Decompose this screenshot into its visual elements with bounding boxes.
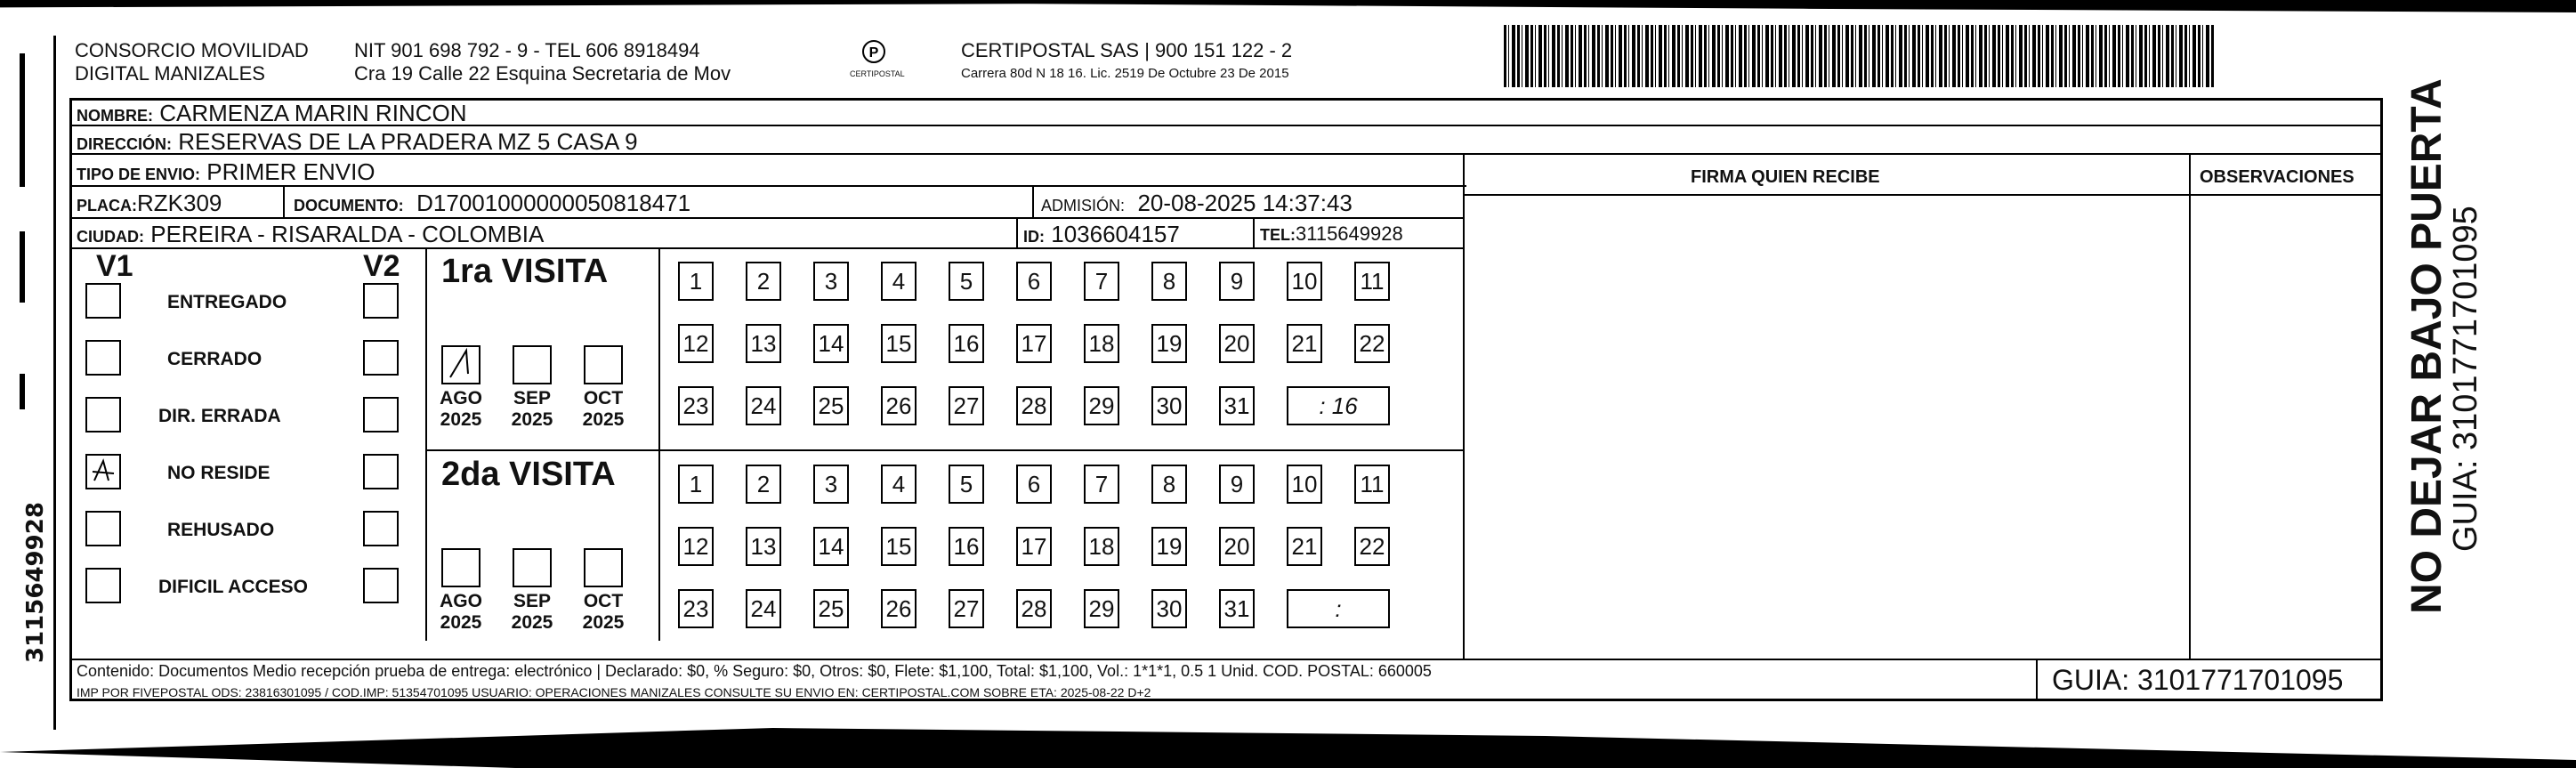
v1-label: V1 (96, 249, 133, 283)
divider (2189, 155, 2191, 659)
day-box[interactable]: 2 (746, 465, 781, 504)
v2-label: V2 (363, 249, 400, 283)
v1-checkbox[interactable] (85, 283, 121, 319)
day-box[interactable]: 23 (678, 386, 714, 425)
divider (1032, 187, 1034, 217)
day-box[interactable]: 7 (1084, 465, 1119, 504)
divider (1463, 155, 1465, 659)
v2-checkbox[interactable] (363, 568, 399, 603)
side-guia: GUIA: 3101771701095 (2447, 206, 2484, 552)
day-box[interactable]: 29 (1084, 589, 1119, 628)
no-dejar-bajo-puerta: NO DEJAR BAJO PUERTA (2403, 78, 2451, 614)
day-box[interactable]: 26 (881, 589, 917, 628)
day-box[interactable]: 7 (1084, 262, 1119, 301)
day-box[interactable]: 18 (1084, 527, 1119, 566)
company-address: Cra 19 Calle 22 Esquina Secretaria de Mov (354, 62, 731, 85)
day-box[interactable]: 3 (813, 262, 849, 301)
id-value: 1036604157 (1051, 221, 1180, 247)
day-box[interactable]: 25 (813, 589, 849, 628)
divider (1463, 194, 2383, 196)
row-ciudad (69, 219, 1463, 249)
day-box[interactable]: 19 (1151, 324, 1187, 363)
day-box[interactable]: 1 (678, 262, 714, 301)
visits-area (69, 249, 1463, 659)
v2-checkbox[interactable] (363, 340, 399, 376)
month-year: 2025 (440, 612, 482, 633)
placa-value: RZK309 (137, 190, 222, 216)
divider (658, 249, 660, 641)
day-box[interactable]: 15 (881, 527, 917, 566)
day-box[interactable]: 11 (1354, 465, 1390, 504)
company-line-1: CONSORCIO MOVILIDAD (75, 39, 309, 61)
day-box[interactable]: 31 (1219, 589, 1255, 628)
month-label (434, 388, 488, 431)
month-year: 2025 (582, 612, 625, 633)
admision-label: ADMISIÓN: (1041, 197, 1126, 214)
v2-checkbox[interactable] (363, 283, 399, 319)
month-year: 2025 (511, 409, 553, 430)
tel-label: TEL: (1260, 226, 1296, 244)
day-box[interactable]: 17 (1016, 324, 1052, 363)
status-label: ENTREGADO (167, 292, 287, 312)
day-box[interactable]: 8 (1151, 262, 1187, 301)
month-checkbox[interactable] (584, 345, 623, 384)
v1-checkbox[interactable] (85, 397, 121, 433)
company-nit: NIT 901 698 792 - 9 - TEL 606 8918494 (354, 39, 700, 61)
month-label (505, 388, 559, 431)
status-label: NO RESIDE (167, 463, 271, 483)
row-direccion (69, 126, 2383, 155)
day-box[interactable]: 5 (949, 465, 984, 504)
divider (425, 249, 427, 641)
day-box[interactable]: 12 (678, 324, 714, 363)
time-box[interactable]: : 16 (1287, 386, 1390, 425)
carrier-address: Carrera 80d N 18 16. Lic. 2519 De Octubre 23 De 2015 (961, 66, 1289, 81)
documento-label: DOCUMENTO: (294, 197, 404, 214)
visit-divider (425, 449, 1463, 451)
carrier-name: CERTIPOSTAL SAS | 900 151 122 - 2 (961, 39, 1293, 61)
divider (1253, 219, 1255, 247)
day-box[interactable]: 6 (1016, 262, 1052, 301)
day-box[interactable]: 14 (813, 324, 849, 363)
day-box[interactable]: 13 (746, 324, 781, 363)
v1-checkbox[interactable] (85, 511, 121, 546)
divider (1016, 219, 1018, 247)
month-checkbox[interactable] (513, 548, 552, 587)
day-box[interactable]: 4 (881, 465, 917, 504)
direccion-value: RESERVAS DE LA PRADERA MZ 5 CASA 9 (178, 128, 638, 155)
direccion-label: DIRECCIÓN: (77, 135, 172, 153)
day-box[interactable]: 18 (1084, 324, 1119, 363)
day-box[interactable]: 9 (1219, 262, 1255, 301)
nombre-value: CARMENZA MARIN RINCON (159, 100, 467, 126)
day-box[interactable]: 29 (1084, 386, 1119, 425)
left-dash-mark (20, 231, 25, 303)
time-box[interactable]: : (1287, 589, 1390, 628)
ciudad-value: PEREIRA - RISARALDA - COLOMBIA (150, 221, 545, 247)
day-box[interactable]: 21 (1287, 324, 1322, 363)
day-box[interactable]: 31 (1219, 386, 1255, 425)
day-box[interactable]: 2 (746, 262, 781, 301)
status-label: CERRADO (167, 349, 262, 369)
day-box[interactable]: 19 (1151, 527, 1187, 566)
day-box[interactable]: 15 (881, 324, 917, 363)
day-box[interactable]: 14 (813, 527, 849, 566)
v1-checkbox[interactable] (85, 454, 121, 489)
left-dash-mark (20, 374, 25, 409)
month-checkbox[interactable] (584, 548, 623, 587)
day-box[interactable]: 20 (1219, 324, 1255, 363)
status-label: DIFICIL ACCESO (158, 577, 309, 597)
day-box[interactable]: 24 (746, 589, 781, 628)
month-checkbox[interactable] (513, 345, 552, 384)
day-box[interactable]: 27 (949, 386, 984, 425)
month-name: OCT (583, 591, 624, 611)
day-box[interactable]: 1 (678, 465, 714, 504)
divider (2036, 659, 2038, 701)
day-box[interactable]: 6 (1016, 465, 1052, 504)
v2-checkbox[interactable] (363, 511, 399, 546)
month-checkbox[interactable] (441, 548, 480, 587)
month-name: AGO (440, 388, 482, 408)
row-tipo (69, 155, 2383, 187)
day-box[interactable]: 13 (746, 527, 781, 566)
left-phone-number: 3115649928 (22, 502, 49, 663)
observaciones-label: OBSERVACIONES (2200, 167, 2354, 187)
v1-checkbox[interactable] (85, 568, 121, 603)
month-year: 2025 (511, 612, 553, 633)
row-placa (69, 187, 1463, 219)
day-box[interactable]: 10 (1287, 262, 1322, 301)
placa-label: PLACA: (77, 197, 137, 214)
day-box[interactable]: 30 (1151, 589, 1187, 628)
tipo-value: PRIMER ENVIO (206, 158, 375, 185)
day-box[interactable]: 16 (949, 324, 984, 363)
company-name (75, 39, 309, 85)
ciudad-label: CIUDAD: (77, 228, 144, 246)
status-label: DIR. ERRADA (158, 406, 281, 426)
day-box[interactable]: 20 (1219, 527, 1255, 566)
month-label (505, 591, 559, 634)
scan-edge-top (0, 0, 2576, 12)
v1-checkbox[interactable] (85, 340, 121, 376)
month-year: 2025 (440, 409, 482, 430)
v2-checkbox[interactable] (363, 454, 399, 489)
month-label (434, 591, 488, 634)
day-box[interactable]: 8 (1151, 465, 1187, 504)
day-box[interactable]: 21 (1287, 527, 1322, 566)
day-box[interactable]: 27 (949, 589, 984, 628)
company-line-2: DIGITAL MANIZALES (75, 62, 265, 85)
day-box[interactable]: 9 (1219, 465, 1255, 504)
row-nombre (69, 98, 2383, 126)
month-name: OCT (583, 388, 624, 408)
tipo-label: TIPO DE ENVIO: (77, 166, 201, 183)
guia-box: GUIA: 3101771701095 (2052, 664, 2344, 696)
footer-imp: IMP POR FIVEPOSTAL ODS: 23816301095 / COD.IMP: 51354701095 USUARIO: OPERACIONES MANIZALES CONSULTE SU ENVIO EN: CERTIPOSTAL.COM SOBRE ETA: 2025-08-22 D+2 (77, 685, 1151, 699)
day-box[interactable]: 5 (949, 262, 984, 301)
certipostal-logo-icon (856, 36, 892, 71)
admision-value: 20-08-2025 14:37:43 (1137, 190, 1353, 216)
left-dash-mark (20, 53, 25, 187)
day-box[interactable]: 4 (881, 262, 917, 301)
tel-value: 3115649928 (1296, 222, 1403, 245)
day-box[interactable]: 12 (678, 527, 714, 566)
day-box[interactable]: 22 (1354, 527, 1390, 566)
status-label: REHUSADO (167, 520, 275, 540)
day-box[interactable]: 10 (1287, 465, 1322, 504)
divider (283, 187, 285, 217)
documento-value: D17001000000050818471 (416, 190, 691, 216)
month-checkbox[interactable] (441, 345, 480, 384)
day-box[interactable]: 23 (678, 589, 714, 628)
firma-label: FIRMA QUIEN RECIBE (1691, 167, 1880, 187)
day-box[interactable]: 25 (813, 386, 849, 425)
company-contact (354, 39, 731, 85)
day-box[interactable]: 30 (1151, 386, 1187, 425)
logo-caption: CERTIPOSTAL (850, 69, 905, 78)
day-box[interactable]: 24 (746, 386, 781, 425)
month-name: AGO (440, 591, 482, 611)
footer-content: Contenido: Documentos Medio recepción prueba de entrega: electrónico | Declarado: $0, % Seguro: $0, Otros: $0, Flete: $1,100, Total: $1,100, Vol.: 1*1*1, 0.5 1 Unid. COD. POSTAL: 660005 (77, 662, 1432, 680)
first-visit-title: 1ra VISITA (441, 253, 609, 290)
day-box[interactable]: 22 (1354, 324, 1390, 363)
month-name: SEP (513, 591, 552, 611)
day-box[interactable]: 11 (1354, 262, 1390, 301)
day-box[interactable]: 28 (1016, 386, 1052, 425)
day-box[interactable]: 28 (1016, 589, 1052, 628)
nombre-label: NOMBRE: (77, 107, 153, 125)
day-box[interactable]: 16 (949, 527, 984, 566)
month-label (577, 591, 630, 634)
v2-checkbox[interactable] (363, 397, 399, 433)
carrier-info (961, 39, 1292, 85)
day-box[interactable]: 3 (813, 465, 849, 504)
month-year: 2025 (582, 409, 625, 430)
id-label: ID: (1023, 228, 1045, 246)
month-name: SEP (513, 388, 552, 408)
barcode (1504, 25, 2216, 87)
day-box[interactable]: 17 (1016, 527, 1052, 566)
day-box[interactable]: 26 (881, 386, 917, 425)
scan-edge-bottom (0, 728, 2576, 768)
month-label (577, 388, 630, 431)
svg-text:P: P (868, 45, 879, 61)
second-visit-title: 2da VISITA (441, 456, 616, 493)
